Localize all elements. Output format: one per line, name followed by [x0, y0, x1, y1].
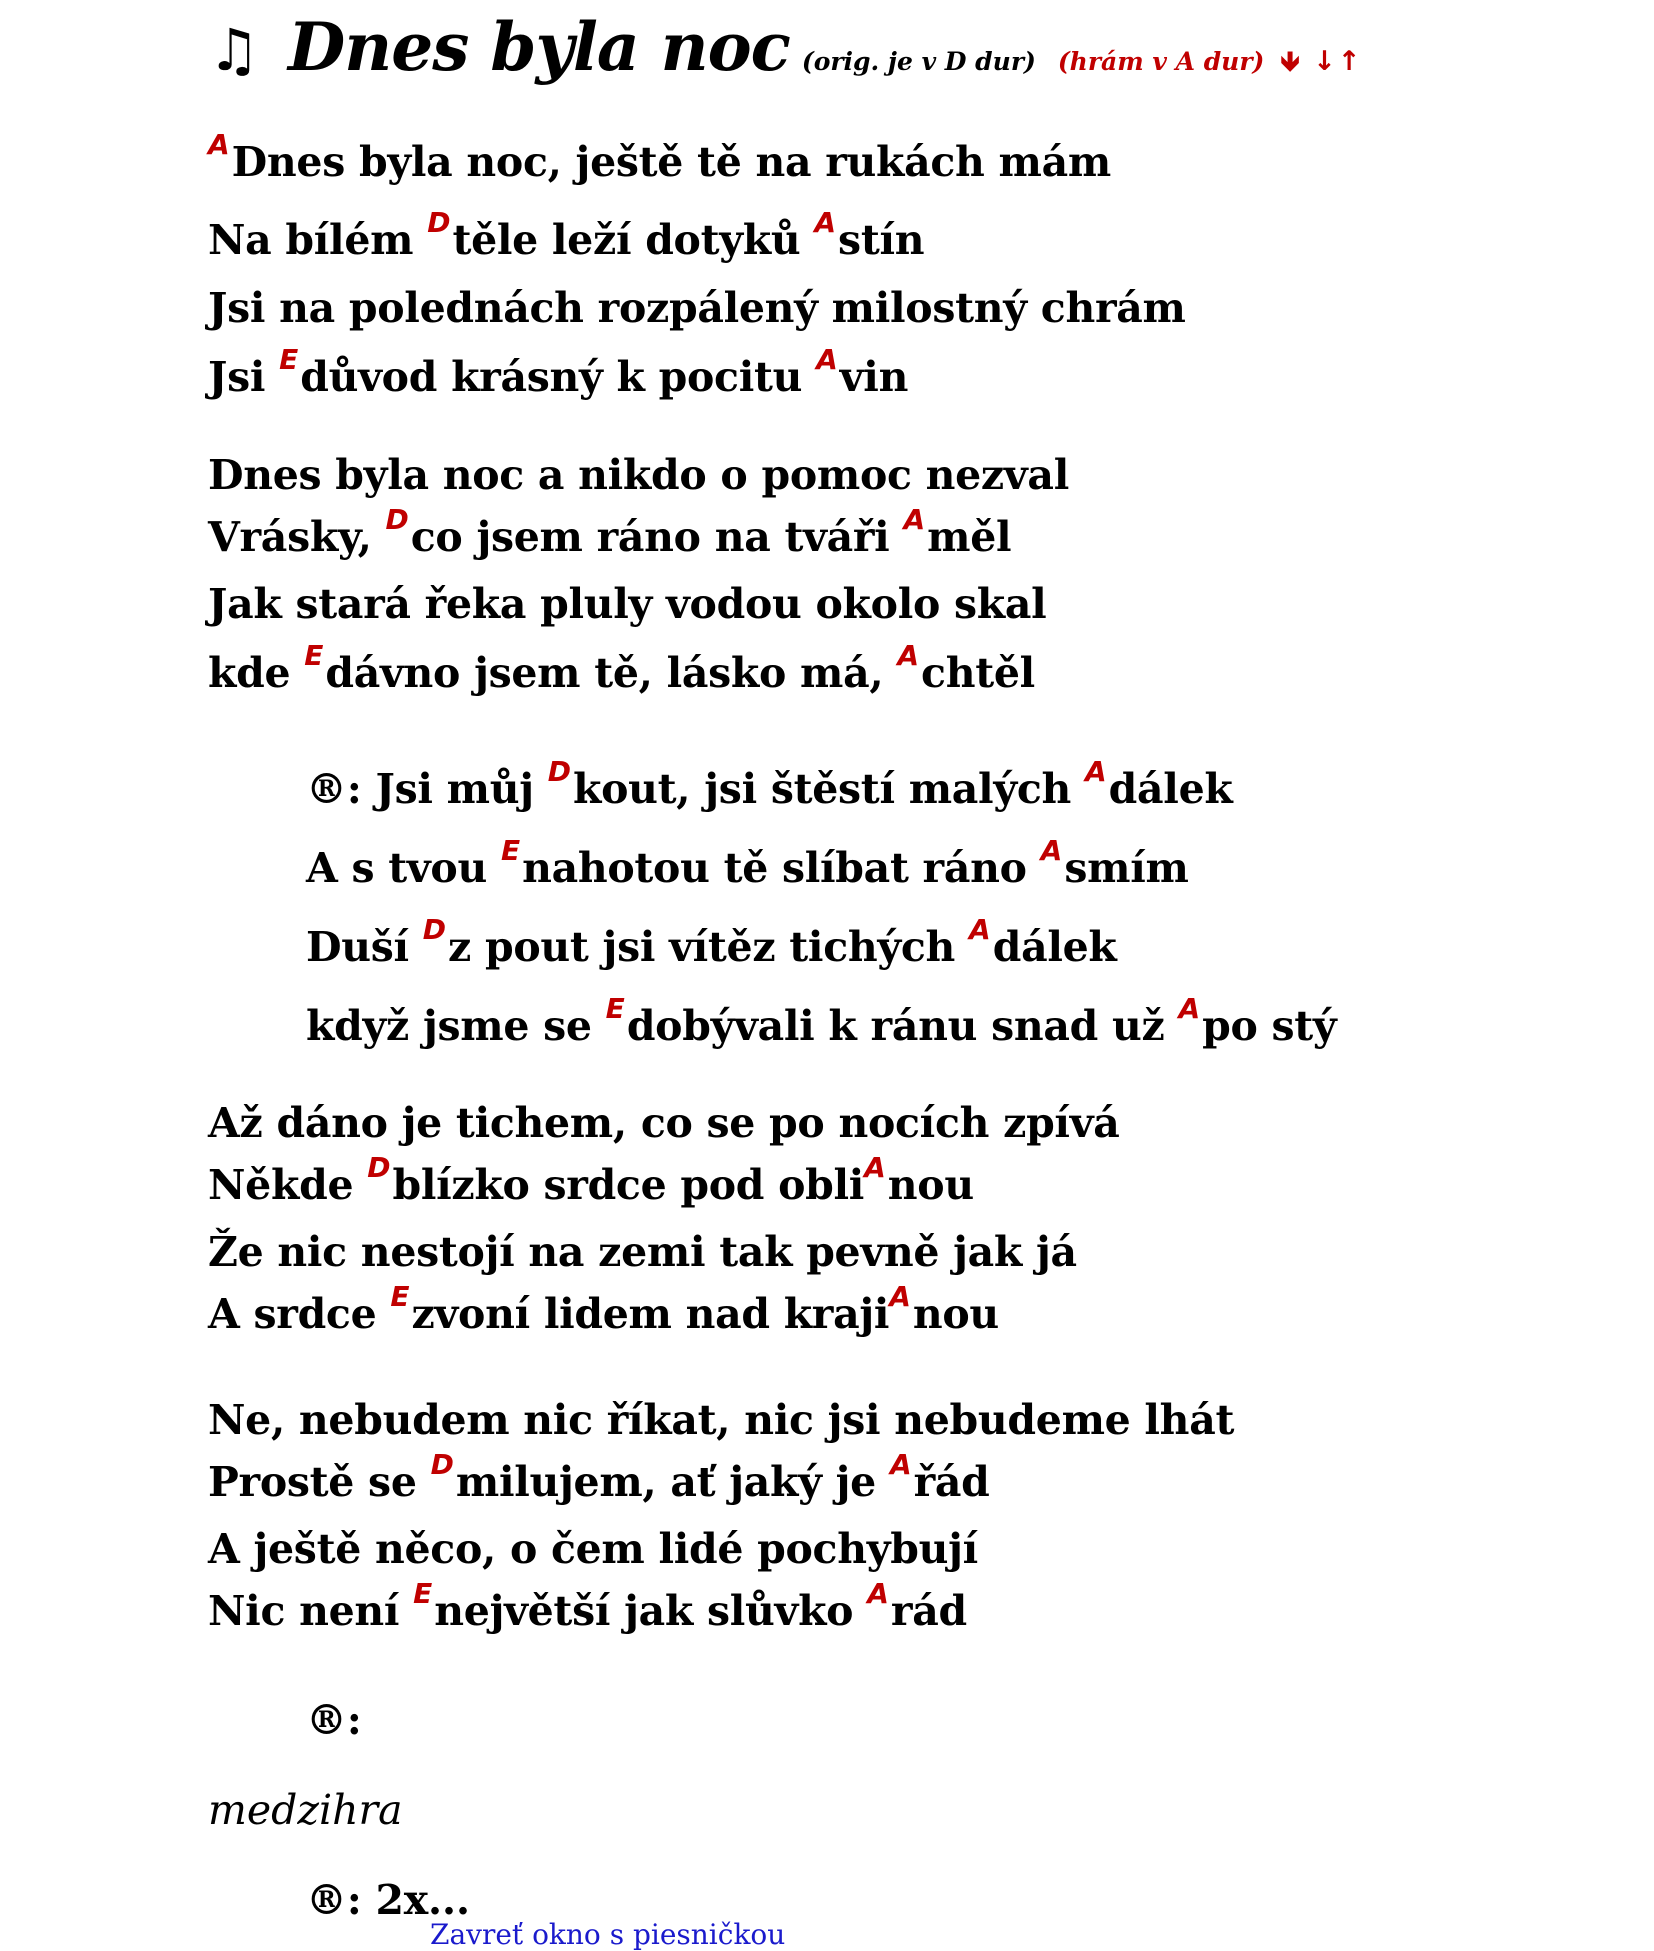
chord: A — [814, 206, 837, 239]
chord: D — [385, 503, 409, 536]
lyric-text: Až dáno je tichem, co se po nocích zpívá — [208, 1099, 1120, 1147]
chord: D — [430, 1448, 454, 1481]
lyric-text: Jak stará řeka pluly vodou okolo skal — [208, 580, 1047, 628]
chorus-line — [306, 992, 1337, 1050]
chord: D — [547, 755, 571, 788]
transpose-arrows-icon[interactable]: 🡻 ↓↑ — [1280, 46, 1363, 77]
lyric-text: dálek — [1108, 765, 1233, 813]
lyric-text: Na bílém — [208, 216, 428, 264]
lyric-line — [208, 580, 1047, 628]
chord: A — [1085, 755, 1107, 788]
lyric-text: nou — [887, 1161, 974, 1209]
lyric-text: Jsi na polednách rozpálený milostný chrám — [208, 284, 1186, 332]
chord: A — [208, 128, 230, 161]
chord: A — [864, 1151, 886, 1184]
lyric-line — [208, 1228, 1077, 1276]
lyric-line — [208, 1577, 967, 1635]
chorus-repeat — [306, 1876, 470, 1924]
lyric-text: dálek — [992, 923, 1117, 971]
lyric-text: Dnes byla noc a nikdo o pomoc nezval — [208, 451, 1069, 499]
lyric-text: A s tvou — [306, 844, 501, 892]
lyric-text: nahotou tě slíbat ráno — [522, 844, 1041, 892]
chord: A — [816, 343, 838, 376]
chord: A — [903, 503, 926, 536]
chord: D — [422, 913, 447, 946]
lyric-text: blízko srdce pod obli — [392, 1161, 865, 1209]
lyric-text: ®: 2x... — [306, 1876, 470, 1924]
lyric-text: kout, jsi štěstí malých — [573, 765, 1085, 813]
close-window-link[interactable]: Zavreť okno s piesničkou — [430, 1918, 786, 1951]
lyric-line — [208, 451, 1069, 499]
lyric-text: chtěl — [921, 649, 1035, 697]
lyric-text: Že nic nestojí na zemi tak pevně jak já — [208, 1228, 1077, 1276]
lyric-text: A srdce — [208, 1290, 391, 1338]
lyric-text: měl — [927, 513, 1012, 561]
lyric-text: zvoní lidem nad kraji — [411, 1290, 890, 1338]
lyric-text: dobývali k ránu snad už — [626, 1002, 1179, 1050]
chorus-line — [306, 755, 1233, 813]
lyric-text: Ne, nebudem nic říkat, nic jsi nebudeme lhát — [208, 1396, 1235, 1444]
lyric-text: rád — [890, 1587, 967, 1635]
lyric-text: Vrásky, — [208, 513, 386, 561]
chord: A — [1040, 834, 1063, 867]
chord: A — [1178, 992, 1201, 1025]
lyric-line — [208, 1280, 999, 1338]
chorus-mark — [306, 1696, 362, 1744]
lyric-text: stín — [838, 216, 925, 264]
lyric-text: Nic není — [208, 1587, 414, 1635]
chord: E — [390, 1280, 410, 1313]
lyric-line — [208, 639, 1035, 697]
lyric-line — [208, 343, 909, 401]
lyric-text: když jsme se — [306, 1002, 606, 1050]
lyric-text: z pout jsi vítěz tichých — [448, 923, 970, 971]
lyric-text: po stý — [1202, 1002, 1337, 1050]
lyric-text: vin — [839, 353, 909, 401]
lyric-line — [208, 206, 925, 264]
lyric-text: co jsem ráno na tváři — [410, 513, 904, 561]
chord: E — [500, 834, 521, 867]
lyric-text: A ještě něco, o čem lidé pochybují — [208, 1525, 978, 1573]
music-note-icon: ♫ — [208, 16, 260, 84]
chord: E — [413, 1577, 433, 1610]
lyric-line — [208, 1151, 974, 1209]
lyric-text: důvod krásný k pocitu — [300, 353, 817, 401]
lyric-text: milujem, ať jaký je — [455, 1458, 890, 1506]
lyric-text: dávno jsem tě, lásko má, — [325, 649, 898, 697]
chord: A — [969, 913, 991, 946]
original-key: (orig. je v D dur) — [801, 47, 1036, 76]
lyric-text: těle leží dotyků — [452, 216, 815, 264]
chord: A — [889, 1280, 911, 1313]
song-title: Dnes byla noc — [288, 8, 790, 86]
chorus-line — [306, 913, 1117, 971]
lyric-text: Prostě se — [208, 1458, 431, 1506]
chord: A — [897, 639, 920, 672]
play-key: (hrám v A dur) — [1057, 47, 1265, 76]
chord: D — [427, 206, 451, 239]
interlude-label: medzihra — [208, 1786, 403, 1834]
lyric-text: ®: Jsi můj — [306, 765, 548, 813]
lyric-line — [208, 503, 1012, 561]
lyric-line — [208, 1525, 978, 1573]
lyric-line — [208, 1396, 1235, 1444]
title-row — [208, 8, 1363, 88]
lyric-line — [208, 128, 1111, 186]
lyric-text: Někde — [208, 1161, 368, 1209]
lyric-text: Jsi — [208, 353, 280, 401]
chord: E — [605, 992, 625, 1025]
chord: A — [889, 1448, 912, 1481]
lyric-line — [208, 284, 1186, 332]
chord: D — [367, 1151, 391, 1184]
chord: A — [867, 1577, 889, 1610]
lyric-text: smím — [1064, 844, 1189, 892]
lyric-text: ®: — [306, 1696, 362, 1744]
lyric-line — [208, 1099, 1120, 1147]
chorus-line — [306, 834, 1189, 892]
chord: E — [304, 639, 324, 672]
lyric-text: Duší — [306, 923, 423, 971]
lyric-text: kde — [208, 649, 305, 697]
lyric-text: Dnes byla noc, ještě tě na rukách mám — [231, 138, 1111, 186]
chord: E — [279, 343, 299, 376]
lyric-text: řád — [913, 1458, 990, 1506]
lyric-text: nou — [912, 1290, 999, 1338]
lyric-text: největší jak slůvko — [434, 1587, 868, 1635]
lyric-line — [208, 1448, 990, 1506]
